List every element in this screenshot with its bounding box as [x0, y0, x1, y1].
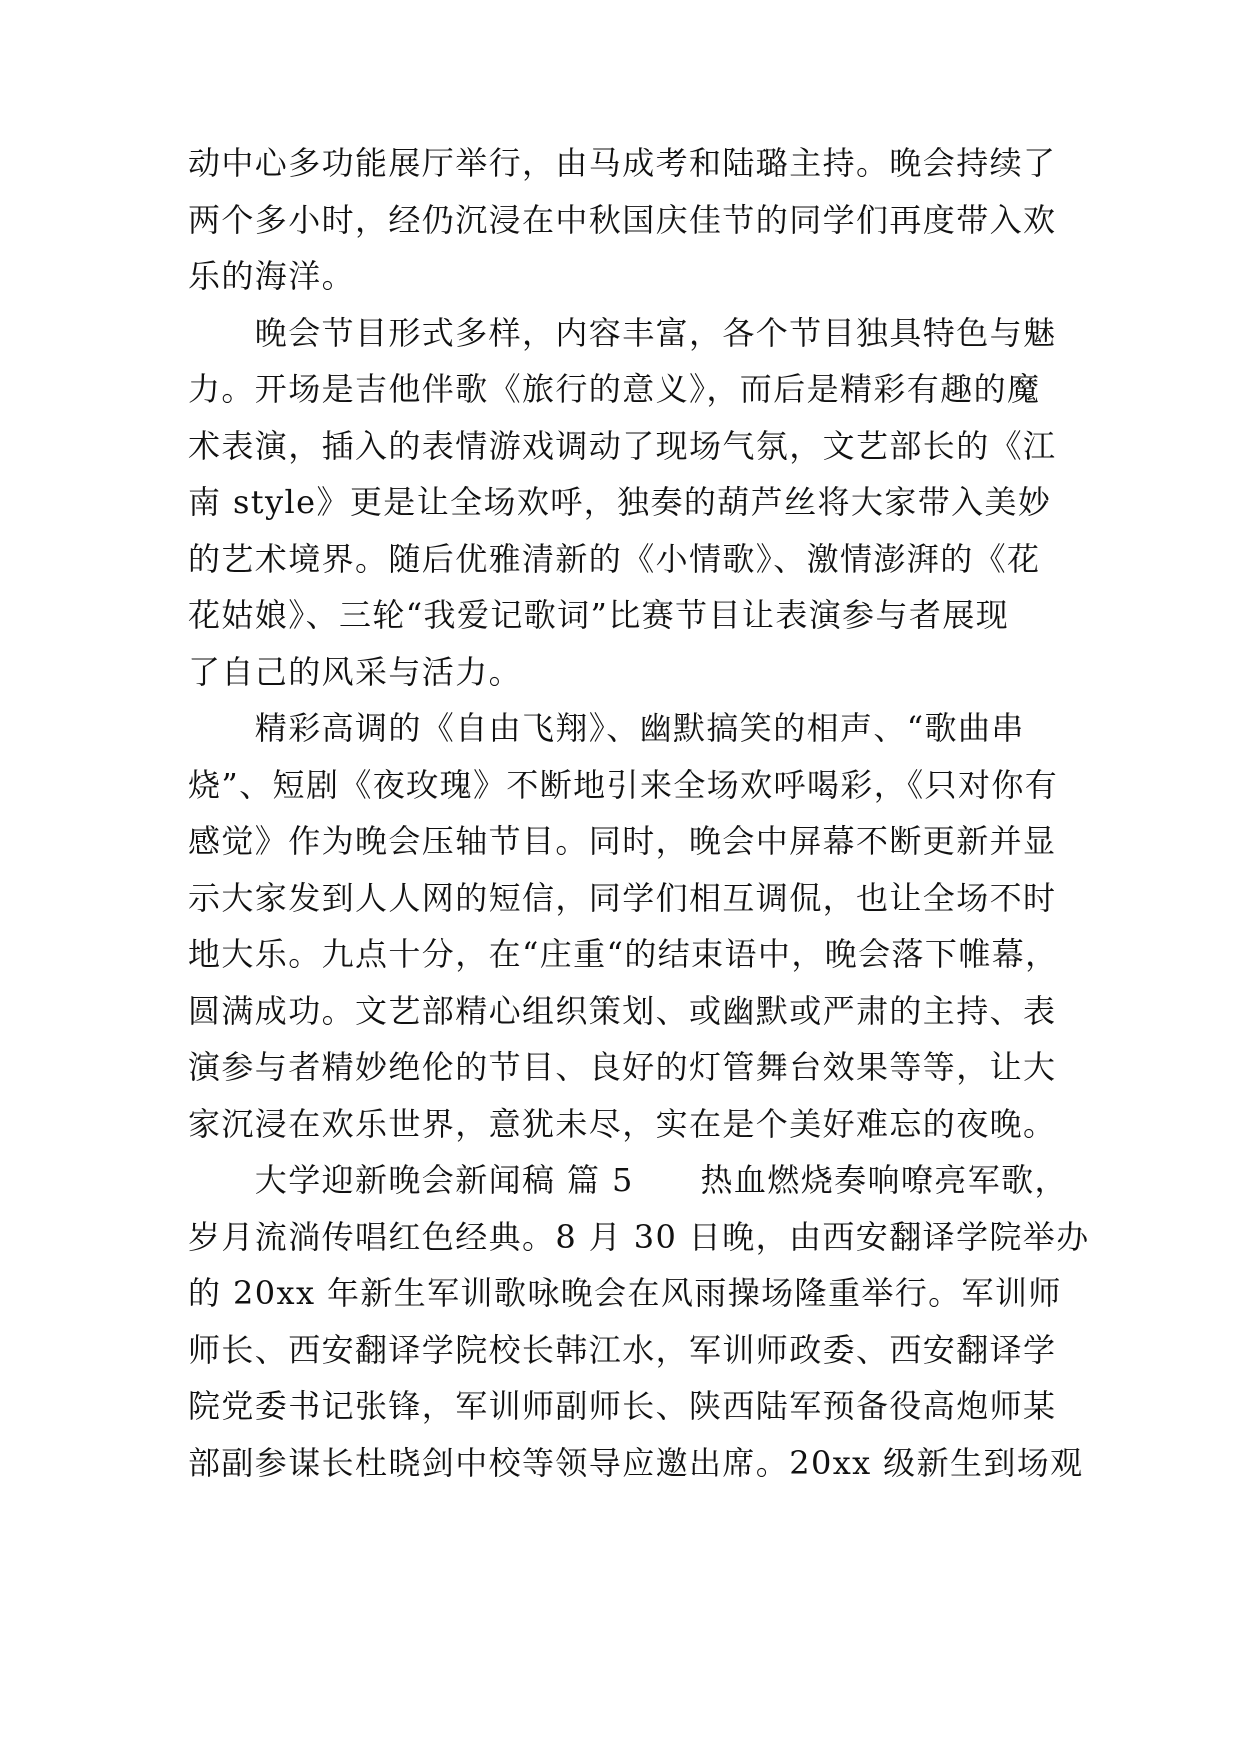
- text-line: 南 style》更是让全场欢呼，独奏的葫芦丝将大家带入美妙: [188, 483, 1052, 521]
- document-body: [188, 135, 1090, 1491]
- text-line: 术表演，插入的表情游戏调动了现场气氛，文艺部长的《江: [188, 426, 1057, 465]
- text-line: 晚会节目形式多样，内容丰富，各个节目独具特色与魅: [188, 313, 1057, 352]
- text-line: 的 20xx 年新生军训歌咏晚会在风雨操场隆重举行。军训师: [188, 1274, 1062, 1312]
- text-line: 烧”、短剧《夜玫瑰》不断地引来全场欢呼喝彩，《只对你有: [188, 765, 1059, 804]
- text-line: 感觉》作为晚会压轴节目。同时，晚会中屏幕不断更新并显: [188, 822, 1057, 860]
- text-line: 圆满成功。文艺部精心组织策划、或幽默或严肃的主持、表: [188, 991, 1057, 1030]
- text-line: 动中心多功能展厅举行，由马成考和陆璐主持。晚会持续了: [188, 144, 1057, 182]
- text-line: 地大乐。九点十分，在“庄重“的结束语中，晚会落下帷幕，: [188, 935, 1059, 973]
- text-line: 家沉浸在欢乐世界，意犹未尽，实在是个美好难忘的夜晚。: [188, 1104, 1057, 1143]
- text-line: 两个多小时，经仍沉浸在中秋国庆佳节的同学们再度带入欢: [188, 200, 1057, 239]
- text-line: 院党委书记张锋，军训师副师长、陕西陆军预备役高炮师某: [188, 1387, 1057, 1425]
- text-line: 精彩高调的《自由飞翔》、幽默搞笑的相声、“歌曲串: [188, 709, 1025, 747]
- text-line: 大学迎新晚会新闻稿 篇 5 热血燃烧奏响嘹亮军歌，: [188, 1161, 1068, 1199]
- text-line: 的艺术境界。随后优雅清新的《小情歌》、激情澎湃的《花: [188, 539, 1041, 578]
- text-line: 演参与者精妙绝伦的节目、良好的灯管舞台效果等等，让大: [188, 1048, 1057, 1086]
- text-line: 花姑娘》、三轮“我爱记歌词”比赛节目让表演参与者展现: [188, 596, 1010, 634]
- text-line: 了自己的风采与活力。: [188, 652, 523, 691]
- text-line: 师长、西安翻译学院校长韩江水，军训师政委、西安翻译学: [188, 1330, 1057, 1369]
- text-line: 乐的海洋。: [188, 257, 356, 295]
- text-line: 岁月流淌传唱红色经典。8 月 30 日晚，由西安翻译学院举办: [188, 1217, 1090, 1256]
- text-line: 力。开场是吉他伴歌《旅行的意义》，而后是精彩有趣的魔: [188, 370, 1041, 408]
- text-line: 示大家发到人人网的短信，同学们相互调侃，也让全场不时: [188, 878, 1057, 917]
- text-line: 部副参谋长杜晓剑中校等领导应邀出席。20xx 级新生到场观: [188, 1443, 1084, 1482]
